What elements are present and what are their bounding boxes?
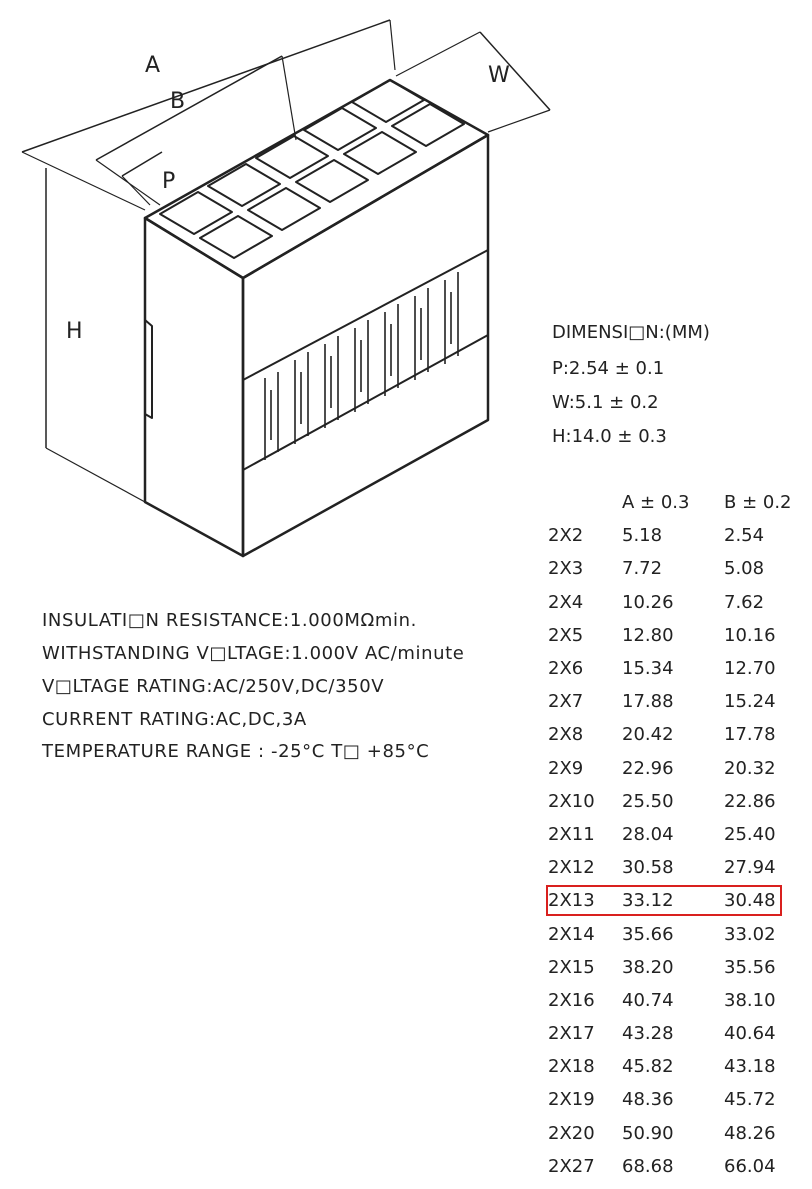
a-value-cell: 33.12 xyxy=(622,890,674,912)
size-cell: 2X2 xyxy=(548,525,584,547)
a-value-cell: 25.50 xyxy=(622,790,674,812)
current-rating-spec: CURRENT RATING:AC,DC,3A xyxy=(42,709,307,730)
table-row xyxy=(548,586,792,619)
a-value-cell: 38.20 xyxy=(622,956,674,978)
b-value-cell: 25.40 xyxy=(724,823,776,845)
table-row xyxy=(548,1117,792,1150)
a-value-cell: 28.04 xyxy=(622,823,674,845)
a-value-cell: 5.18 xyxy=(622,525,663,547)
table-row xyxy=(548,619,792,652)
a-value-cell: 45.82 xyxy=(622,1056,674,1078)
dimension-label-a: A xyxy=(145,53,161,78)
size-cell: 2X8 xyxy=(548,724,584,746)
size-cell: 2X6 xyxy=(548,658,584,680)
b-value-cell: 10.16 xyxy=(724,624,776,646)
b-value-cell: 40.64 xyxy=(724,1023,776,1045)
a-value-cell: 43.28 xyxy=(622,1023,674,1045)
size-cell: 2X4 xyxy=(548,591,584,613)
table-row xyxy=(548,552,792,585)
withstanding-voltage-spec: WITHSTANDING V□LTAGE:1.000V AC/minute xyxy=(42,643,465,664)
a-value-cell: 35.66 xyxy=(622,923,674,945)
table-header-size xyxy=(548,486,622,519)
size-cell: 2X18 xyxy=(548,1056,595,1078)
a-value-cell: 7.72 xyxy=(622,558,663,580)
dimension-label-w: W xyxy=(488,63,510,88)
a-value-cell: 20.42 xyxy=(622,724,674,746)
table-row xyxy=(548,718,792,751)
size-cell: 2X10 xyxy=(548,790,595,812)
dimension-label-h: H xyxy=(66,319,83,344)
table-row xyxy=(548,1050,792,1083)
table-row xyxy=(548,519,792,552)
size-cell: 2X7 xyxy=(548,691,584,713)
size-cell: 2X15 xyxy=(548,956,595,978)
dimension-label-b: B xyxy=(170,89,186,114)
table-row xyxy=(548,1150,792,1183)
voltage-rating-spec: V□LTAGE RATING:AC/250V,DC/350V xyxy=(42,676,385,697)
table-row xyxy=(548,1083,792,1116)
a-value-cell: 22.96 xyxy=(622,757,674,779)
table-row xyxy=(548,917,792,950)
size-cell: 2X11 xyxy=(548,823,595,845)
b-value-cell: 27.94 xyxy=(724,857,776,879)
table-row xyxy=(548,1017,792,1050)
table-row xyxy=(548,818,792,851)
table-row xyxy=(548,785,792,818)
b-value-cell: 5.08 xyxy=(724,558,765,580)
b-value-cell: 20.32 xyxy=(724,757,776,779)
size-cell: 2X19 xyxy=(548,1089,595,1111)
size-cell: 2X12 xyxy=(548,857,595,879)
b-value-cell: 35.56 xyxy=(724,956,776,978)
table-row xyxy=(548,951,792,984)
temperature-range-spec: TEMPERATURE RANGE : -25°C T□ +85°C xyxy=(42,741,430,762)
size-cell: 2X3 xyxy=(548,558,584,580)
b-value-cell: 12.70 xyxy=(724,658,776,680)
a-value-cell: 68.68 xyxy=(622,1155,674,1177)
table-header-b: B ± 0.2 xyxy=(724,492,792,514)
size-cell: 2X14 xyxy=(548,923,595,945)
size-cell: 2X17 xyxy=(548,1023,595,1045)
highlight-box xyxy=(546,885,782,916)
a-value-cell: 12.80 xyxy=(622,624,674,646)
b-value-cell: 48.26 xyxy=(724,1122,776,1144)
table-row xyxy=(548,652,792,685)
table-header-row xyxy=(548,486,792,519)
size-table xyxy=(548,486,792,1183)
table-row xyxy=(548,685,792,718)
a-value-cell: 17.88 xyxy=(622,691,674,713)
height-dimension: H:14.0 ± 0.3 xyxy=(552,426,667,447)
b-value-cell: 38.10 xyxy=(724,989,776,1011)
size-cell: 2X16 xyxy=(548,989,595,1011)
size-cell: 2X20 xyxy=(548,1122,595,1144)
width-dimension: W:5.1 ± 0.2 xyxy=(552,392,659,413)
table-row xyxy=(548,851,792,884)
a-value-cell: 50.90 xyxy=(622,1122,674,1144)
b-value-cell: 7.62 xyxy=(724,591,765,613)
a-value-cell: 15.34 xyxy=(622,658,674,680)
b-value-cell: 45.72 xyxy=(724,1089,776,1111)
b-value-cell: 66.04 xyxy=(724,1155,776,1177)
b-value-cell: 2.54 xyxy=(724,525,765,547)
size-cell: 2X5 xyxy=(548,624,584,646)
dimension-title: DIMENSI□N:(MM) xyxy=(552,322,710,343)
table-header-a: A ± 0.3 xyxy=(622,492,690,514)
a-value-cell: 48.36 xyxy=(622,1089,674,1111)
insulation-resistance-spec: INSULATI□N RESISTANCE:1.000MΩmin. xyxy=(42,610,417,631)
b-value-cell: 17.78 xyxy=(724,724,776,746)
a-value-cell: 40.74 xyxy=(622,989,674,1011)
b-value-cell: 33.02 xyxy=(724,923,776,945)
size-cell: 2X9 xyxy=(548,757,584,779)
dimension-label-p: P xyxy=(162,169,176,194)
pitch-dimension: P:2.54 ± 0.1 xyxy=(552,358,665,379)
size-cell: 2X13 xyxy=(548,890,595,912)
b-value-cell: 15.24 xyxy=(724,691,776,713)
b-value-cell: 43.18 xyxy=(724,1056,776,1078)
b-value-cell: 30.48 xyxy=(724,890,776,912)
b-value-cell: 22.86 xyxy=(724,790,776,812)
a-value-cell: 10.26 xyxy=(622,591,674,613)
table-row xyxy=(548,752,792,785)
size-cell: 2X27 xyxy=(548,1155,595,1177)
a-value-cell: 30.58 xyxy=(622,857,674,879)
table-row xyxy=(548,984,792,1017)
